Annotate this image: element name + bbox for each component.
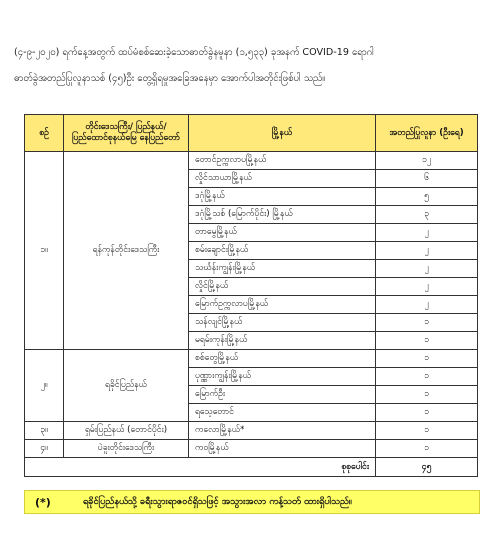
case-count-cell: ၂ xyxy=(376,224,478,242)
footnote xyxy=(24,490,480,514)
township-cell: စမ်းချောင်းမြို့နယ် xyxy=(189,242,376,260)
case-count-cell: ၅ xyxy=(376,188,478,206)
case-count-cell: ၂ xyxy=(376,296,478,314)
row-number: ၂။ xyxy=(25,350,64,422)
case-count-cell: ၁ xyxy=(376,404,478,422)
township-cell: ပုဏ္ဏားကျွန်းမြို့နယ် xyxy=(189,368,376,386)
township-cell: တောင်ဥက္ကလာပမြို့နယ် xyxy=(189,152,376,170)
header-no: စဉ် xyxy=(25,115,64,152)
table-row xyxy=(25,422,478,440)
case-count-cell: ၂ xyxy=(376,260,478,278)
case-count-cell: ၆ xyxy=(376,170,478,188)
case-count-cell: ၁ xyxy=(376,332,478,350)
case-count-cell: ၂ xyxy=(376,278,478,296)
intro-line-1: (၄-၉-၂၀၂၀) ရက်နေ့အတွက် ထပ်မံစစ်ဆေးခဲ့သောဓာတ်ခွဲနမူနာ (၁,၅၃၃) ခုအနက် COVID-19 ရောဂါ xyxy=(14,47,374,58)
header-count: အတည်ပြုလူနာ (ဦးရေ) xyxy=(376,115,478,152)
case-count-cell: ၁ xyxy=(376,386,478,404)
total-row xyxy=(25,458,478,477)
case-count-cell: ၁ xyxy=(376,422,478,440)
case-count-cell: ၂ xyxy=(376,242,478,260)
township-cell: သင်္ဃန်းကျွန်းမြို့နယ် xyxy=(189,260,376,278)
table-row xyxy=(25,350,478,368)
row-number: ၁။ xyxy=(25,152,64,350)
row-number: ၄။ xyxy=(25,440,64,458)
township-cell: တာမွေမြို့နယ် xyxy=(189,224,376,242)
total-count: ၄၅ xyxy=(376,458,478,477)
case-count-cell: ၁ xyxy=(376,440,478,458)
township-cell: ကလောမြို့နယ်* xyxy=(189,422,376,440)
township-cell: ဒဂုံမြို့သစ် (မြောက်ပိုင်း) မြို့နယ် xyxy=(189,206,376,224)
township-cell: မြောက်ဦး xyxy=(189,386,376,404)
row-number: ၃။ xyxy=(25,422,64,440)
total-label: စုစုပေါင်း xyxy=(25,458,376,477)
township-cell: လှိုင်မြို့နယ် xyxy=(189,278,376,296)
footnote-mark: (*) xyxy=(35,495,51,509)
township-cell: ရသေ့တောင် xyxy=(189,404,376,422)
case-count-cell: ၃ xyxy=(376,206,478,224)
region-cell: ရှမ်းပြည်နယ် (တောင်ပိုင်း) xyxy=(64,422,189,440)
township-cell: ဒဂုံမြို့နယ် xyxy=(189,188,376,206)
header-township: မြို့နယ် xyxy=(189,115,376,152)
region-cell: ရခိုင်ပြည်နယ် xyxy=(64,350,189,422)
case-count-cell: ၁ xyxy=(376,350,478,368)
table-row xyxy=(25,152,478,170)
table-header-row xyxy=(25,115,478,152)
case-count-cell: ၁၂ xyxy=(376,152,478,170)
township-cell: လှိုင်သာယာမြို့နယ် xyxy=(189,170,376,188)
case-count-cell: ၁ xyxy=(376,368,478,386)
header-region: တိုင်းဒေသကြီး/ ပြည်နယ်/ ပြည်ထောင်စုနယ်မြေ နေပြည်တော် xyxy=(64,115,189,152)
table-row xyxy=(25,440,478,458)
township-cell: မြောက်ဥက္ကလာပမြို့နယ် xyxy=(189,296,376,314)
footnote-text: ရခိုင်ပြည်နယ်သို့ ခရီးသွားရာဇဝင်ရှိသဖြင့် အသွားအလာ ကန့်သတ် ထားရှိပါသည်။ xyxy=(83,495,352,507)
region-cell: ရန်ကုန်တိုင်းဒေသကြီး xyxy=(64,152,189,350)
township-cell: ကဝမြို့နယ် xyxy=(189,440,376,458)
intro-paragraph xyxy=(14,40,488,92)
township-cell: သန်လျင်မြို့နယ် xyxy=(189,314,376,332)
intro-line-2: ဓာတ်ခွဲအတည်ပြုလူနာသစ် (၄၅)ဦး တွေ့ရှိရမှုအခြေအနေမှာ အောက်ပါအတိုင်းဖြစ်ပါ သည်။ xyxy=(14,73,326,84)
region-cell: ပဲခူးတိုင်းဒေသကြီး xyxy=(64,440,189,458)
table-body xyxy=(25,152,478,477)
township-cell: မရမ်းကုန်းမြို့နယ် xyxy=(189,332,376,350)
case-count-cell: ၁ xyxy=(376,314,478,332)
cases-table xyxy=(24,114,478,477)
township-cell: စစ်တွေမြို့နယ် xyxy=(189,350,376,368)
